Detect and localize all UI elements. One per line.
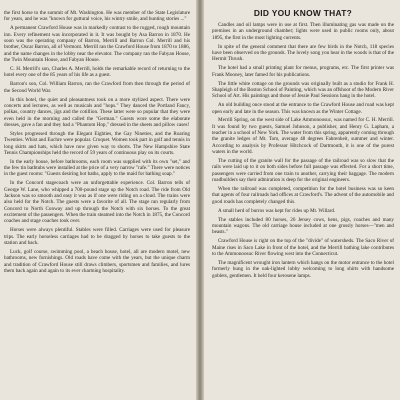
right-paragraph-1: Candles and oil lamps were in use at first. Then illuminating gas was made on the premises in an underground chamber; lights were used in public rooms only, about 1895, the first in the most lighting currents. <box>212 22 394 41</box>
right-paragraph-6: Merrill Spring, on the west side of Lake Ammonoosuc, was named for C. H. Merrill. It was found by two guests, Samuel Johnson, a publisher, and Henry G. Lapham, a teacher in a school of New York. The water from this spring, apparently coming through the granite ledges of Mt. Tom, average 48 degrees Fahrenheit, summer and winter. According to analysis by Professor Hitchcock of Dartmouth, it is one of the purest waters in the world. <box>212 117 394 156</box>
right-paragraph-4: The little white cottage on the grounds was originally built as a studio for Frank H. Shapleigh of the Boston School of Painting, which was an offshoot of the Modern River School of Art. His paintings and those of Jessie Paul Sessions hang in the hotel. <box>212 80 394 100</box>
left-paragraph-3: C. H. Merrill's son, Charles A. Merrill, holds the remarkable record of returning to the hotel every one of the 85 years of his life as a guest. <box>4 65 190 79</box>
right-page <box>202 0 400 400</box>
left-page <box>0 0 198 400</box>
left-paragraph-6: Styles progressed through the Elegant Eighties, the Gay Nineties, and the Roaring Twenties. Whist and Euchre were popular. Croquet. Women took part in golf and tennis in long skirts and hats, which have now given way to shorts. The New Hampshire State Tennis Championships held the record of 59 years of continuous play on its courts. <box>4 130 190 156</box>
right-paragraph-7: The cutting of the granite wall for the passage of the railroad was so slow that the rails were laid up to it on both sides before full passage was effected. For a short time, passengers were carried from one train to another, carrying their baggage. The modern roadbuilders say their admiration is deep for the original engineers. <box>212 158 394 184</box>
right-paragraph-12: The magnificent wrought iron lantern which hangs on the motor entrance to the hotel formerly hung in the oak-lighted lobby welcoming to long shirts with handsome goblets, gentlemen. It held four kerosene lamps. <box>212 259 394 279</box>
right-paragraph-9: A small herd of burros was kept for rides up Mt. Willard. <box>218 207 336 214</box>
left-paragraph-8: In the Concord stagecoach were an unforgettable experience. Col. Barron tells of George W. Lane, who whipped a 700-pound stage up the Notch road. The ride from Old Jackson was so smooth and easy it was as if one were riding on a cloud. The trains were also held for the Notch. The guests were a favorite of all. The stage ran regularly from Concord to North Conway and up through the Notch with six horses. To the great excitement of the passengers. When the train steamed into the Notch in 1875, the Concord coaches and stage coaches took over. <box>4 180 190 225</box>
left-paragraph-7: In the early house, before bathrooms, each room was supplied with its own "set," and the few tin bathtubs were installed at the price of a very narrow "rafe." There were notices in the guest rooms: "Guests desiring hot baths, apply to the maid for bathing soap." <box>4 158 190 178</box>
left-paragraph-9: Horses were always plentiful. Stables were filled. Carriages were used for pleasure trips. The early horseless carriages had to be dragged by horses to take guests to the station and back. <box>4 227 190 247</box>
left-paragraph-4: Barron's son, Col. William Barron, ran the Crawford from then through the period of the Second World War. <box>4 81 190 94</box>
left-paragraph-5: In this hotel, the quiet and pleasantness took on a more stylized aspect. There were concerts and lectures, as well as musicals and "hops." They danced the Portland Fancy, polkas, country dances, jigs and the cotillion. These latter were so popular that they were even held in the morning and called the "German." Guests wore some the elaborate dresses, gave a fan and they had a "Phantom Hop," dressed in the sheets and pillow cases! <box>4 96 190 128</box>
left-paragraph-1: the first horse to the summit of Mt. Washington. He was member of the State Legislature for years, and he was "known for guttural voice, his wintry smile, and hunting stories ..." <box>4 10 190 23</box>
right-paragraph-5: An old building once stood at the entrance to the Crawford House and road was kept open early and late in the season. This was known as the Winter Cottage. <box>212 102 394 115</box>
left-paragraph-2: A permanent Crawford House was in markedly contrast to the rugged, rough mountain inn. Every refinement was incorporated in it. It was bought by Asa Barron in 1870. He soon was the operating company of Barron, Merrill and Barron Col. Merrill and his brother, Oscar Barron, all of Vermont. Merrill ran the Crawford House from 1870 to 1886, and the name changes in the lobby near the elevator. The company ran the Fabyan House, the Twin Mountain House, and Fabyan House. <box>4 25 190 63</box>
left-paragraph-10: Luck, golf course, swimming pool, a beach house, hotel, all are modern motel, new bathrooms, new furnishings. Old roads have come with the years, but the unique charm and tradition of Crawford House still draws climbers, sportsmen and families, and lures them back again and again to its ever charming hospitality. <box>4 249 190 275</box>
right-paragraph-10: The stables included 80 horses, 26 Jersey cows, hens, pigs, coaches and many mountain wagons. The old carriage house included at one grossly horses—"men and beasts." <box>212 216 394 236</box>
right-paragraph-3: The hotel had a small printing plant for menus, programs, etc. The first printer was Frank Mooney, later famed for his publications. <box>212 65 394 78</box>
page-heading: DID YOU KNOW THAT? <box>253 8 353 18</box>
right-paragraph-2: In spite of the general comment that there are few birds in the Notch, 118 species have been observed on the grounds. The lovely song you hear in the woods is that of the Hermit Thrush. <box>212 43 394 63</box>
right-paragraph-11: Crawford House is right on the top of the "divide" of watersheds. The Saco River of Maine rises in Saco Lake in front of the hotel, and the Merrill bathing lake contributes to the Ammonoosuc River flowing west into the Connecticut. <box>212 238 394 257</box>
right-paragraph-8: When the railroad was completed, competition for the hotel business was so keen that agents of four railroads had offices at Crawford's. The advent of the automobile and good roads has completely changed this. <box>212 186 394 205</box>
